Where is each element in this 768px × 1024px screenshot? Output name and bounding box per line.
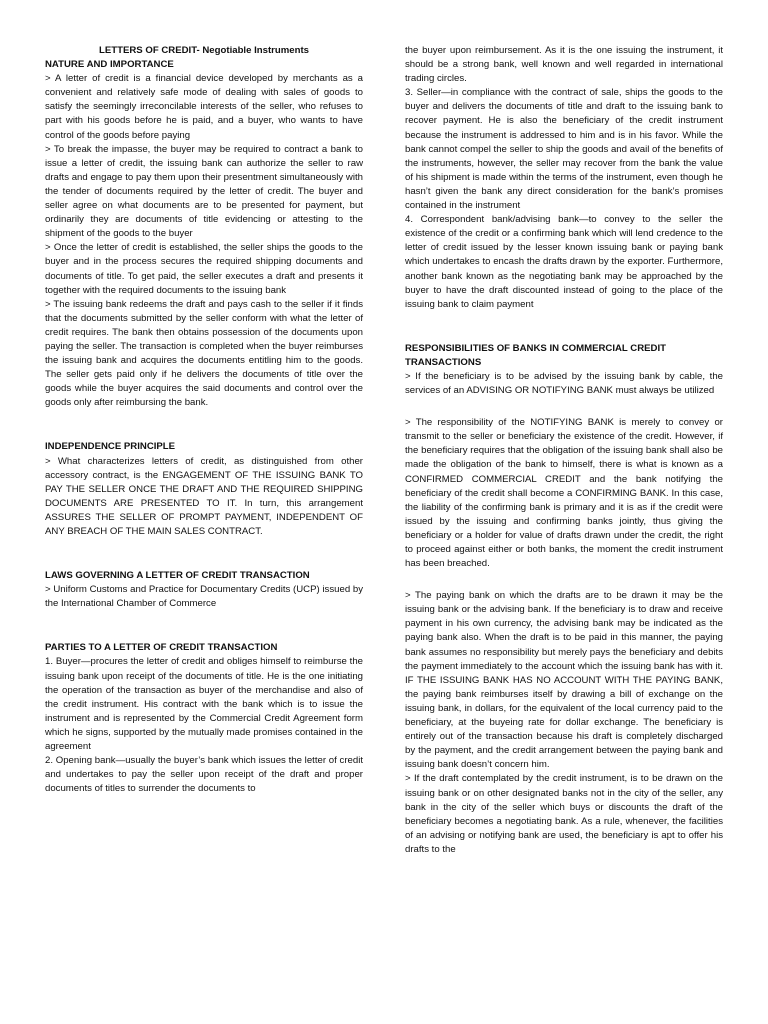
nature-paragraph-1: > A letter of credit is a financial device developed by merchants as a convenient and relatively safe mode of dealing with sales of goods to satisfy the seemingly irreconcilable interests of the seller, who refuses to part with his goods before he is paid, and a buyer, who wants to have control of the goods before paying — [45, 73, 363, 141]
document-title: LETTERS OF CREDIT- Negotiable Instruments — [98, 45, 309, 56]
party-correspondent-bank: 4. Correspondent bank/advising bank—to convey to the seller the existence of the credit or a confirming bank which will lend credence to the letter of credit issued by the lesser known issuing bank or paying bank which undertakes to encash the drafts drawn by the exporter. Furthermore, another bank known as the negotiating bank may be approached by the buyer to have the draft discounted instead of going to the place of the issuing bank to claim payment — [405, 214, 723, 310]
responsibility-paragraph-2: > The responsibility of the NOTIFYING BANK is merely to convey or transmit to the seller or beneficiary the existence of the credit. However, if the beneficiary requires that the obligation of the issuing bank shall also be made the obligation of the bank to himself, there is what is known as a CONFIRMED COMMERCIAL CREDIT and the bank notifying the beneficiary of the credit shall become a CONFIRMING BANK. In this case, the liability of the confirming bank is primary and it is as if the credit were issued by the issuing and confirming banks jointly, thus giving the beneficiary or a holder for value of drafts drawn under the credit, the right to proceed against either or both banks, the moment the credit instrument has been breached. — [405, 417, 723, 570]
responsibility-paragraph-1: > If the beneficiary is to be advised by the issuing bank by cable, the services of an ADVISING OR NOTIFYING BANK must always be utilized — [405, 370, 723, 397]
left-column — [45, 44, 363, 796]
party-buyer: 1. Buyer—procures the letter of credit and obliges himself to reimburse the issuing bank upon receipt of the documents of title. He is the one initiating the operation of the transaction as buyer of the merchandise and also of the credit instrument. His contract with the bank which is to issue the instrument and is represented by the Commercial Credit Agreement form which he signs, supported by the mutually made promises contained in the agreement — [45, 656, 363, 753]
right-column — [405, 44, 723, 857]
party-opening-bank: 2. Opening bank—usually the buyer’s bank which issues the letter of credit and undertakes to pay the seller upon receipt of the draft and proper documents of titles to surrender the documents to — [45, 755, 363, 795]
heading-nature-and-importance: NATURE AND IMPORTANCE — [45, 59, 174, 71]
independence-paragraph: > What characterizes letters of credit, as distinguished from other accessory contract, is the ENGAGEMENT OF THE ISSUING BANK TO PAY THE SELLER ONCE THE DRAFT AND THE REQUIRED SHIPPING DOCUMENTS ARE PRESENTED TO IT. In turn, this arrangement ASSURES THE SELLER OF PROMPT PAYMENT, INDEPENDENT OF ANY BREACH OF THE MAIN SALES CONTRACT. — [45, 455, 363, 537]
section-spacer — [45, 410, 363, 440]
nature-paragraph-2: > To break the impasse, the buyer may be required to contract a bank to issue a letter of credit, the issuing bank can authorize the seller to raw drafts and engage to pay them upon their presentment simultaneously with the tender of documents required by the letter of credit. The buyer and seller agree on what documents are to be presented for payment, but ordinarily they are documents of title evidencing or attesting to the shipment of the goods to the buyer — [45, 143, 363, 240]
paragraph-spacer — [405, 398, 723, 416]
nature-paragraph-3: > Once the letter of credit is established, the seller ships the goods to the buyer and in the process secures the required shipping documents and documents of title. To get paid, the seller executes a draft and presents it together with the required documents to the issuing bank — [45, 242, 363, 296]
section-spacer — [45, 539, 363, 569]
heading-laws-governing: LAWS GOVERNING A LETTER OF CREDIT TRANSACTION — [45, 570, 310, 582]
laws-paragraph: > Uniform Customs and Practice for Documentary Credits (UCP) issued by the International Chamber of Commerce — [45, 584, 363, 610]
section-spacer — [405, 312, 723, 342]
heading-parties: PARTIES TO A LETTER OF CREDIT TRANSACTION — [45, 642, 278, 654]
nature-paragraph-4: > The issuing bank redeems the draft and pays cash to the seller if it finds that the documents submitted by the seller conform with what the letter of credit requires. The bank then obtains possession of the documents upon paying the seller. The transaction is completed when the buyer reimburses the issuing bank and acquires the documents entitling him to the goods. The seller gets paid only if he delivers the documents of title over the goods while the buyer acquires the said documents and control over the goods only after reimbursing the bank. — [45, 298, 363, 409]
heading-independence-principle: INDEPENDENCE PRINCIPLE — [45, 441, 176, 453]
heading-responsibilities-of-banks: RESPONSIBILITIES OF BANKS IN COMMERCIAL CREDIT TRANSACTIONS — [405, 342, 666, 368]
opening-bank-continued: the buyer upon reimbursement. As it is the one issuing the instrument, it should be a strong bank, well known and well regarded in international trading circles. — [405, 45, 723, 85]
paragraph-spacer — [405, 571, 723, 589]
responsibility-paragraph-3: > The paying bank on which the drafts are to be drawn it may be the issuing bank or the advising bank. If the beneficiary is to draw and receive payment in his own currency, the advising bank may be indicated as the paying bank also. When the draft is to be paid in this manner, the paying bank assumes no responsibility but merely pays the beneficiary and debits the payment immediately to the account which the issuing bank has with it. IF THE ISSUING BANK HAS NO ACCOUNT WITH THE PAYING BANK, the paying bank reimburses itself by drawing a bill of exchange on the issuing bank, in dollars, for the equivalent of the local currency paid to the beneficiary, at the buyeing rate for dollar exchange. The beneficiary is entirely out of the transaction because his draft is completely discharged by the payment, and the credit arrangement between the paying bank and issuing bank doesn’t concern him. — [405, 590, 723, 771]
section-spacer — [45, 611, 363, 641]
party-seller: 3. Seller—in compliance with the contract of sale, ships the goods to the buyer and delivers the documents of title and draft to the issuing bank to recover payment. He is also the beneficiary of the credit instrument because the instrument is addressed to him and is in his favor. While the bank cannot compel the seller to ship the goods and avail of the benefits of the instruments, however, the seller may recover from the bank the value of his shipment is made within the terms of the instrument, even though he hasn’t given the bank any direct consideration for the bank’s promises contained in the instrument — [405, 87, 723, 212]
responsibility-paragraph-4: > If the draft contemplated by the credit instrument, is to be drawn on the issuing bank or on other designated banks not in the city of the seller, any bank in the city of the seller which buys or discounts the draft of the beneficiary becomes a negotiating bank. As a rule, whenever, the facilities of an advising or notifying bank are used, the beneficiary is apt to offer his drafts to the — [405, 773, 723, 855]
